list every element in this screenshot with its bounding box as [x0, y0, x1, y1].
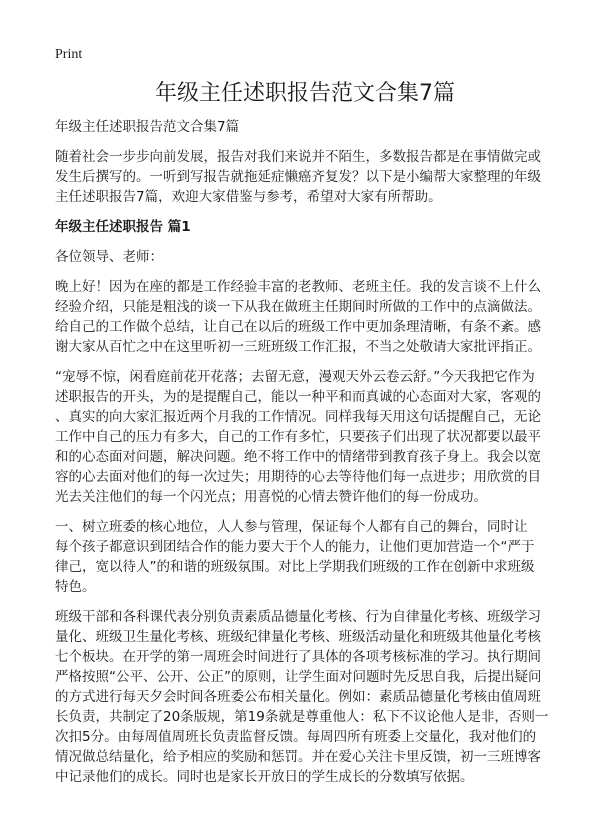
- text-line: 律己，宽以待人”的和谐的班级氛围。对比上学期我们班级的工作在创新中求班级: [55, 559, 535, 575]
- intro-paragraph: [55, 147, 555, 207]
- text-line: 容的心去面对他们的每一次过失；用期待的心去等待他们每一点进步；用欣赏的目: [55, 469, 541, 485]
- text-line: 一、树立班委的核心地位，人人参与管理，保证每个人都有自己的舞台，同时让: [55, 519, 528, 535]
- text-line: 光去关注他们的每一个闪光点；用喜悦的心情去赞许他们的每一份成功。: [55, 489, 487, 505]
- text-line: 给自己的工作做个总结，让自己在以后的班级工作中更加条理清晰，有条不紊。感: [55, 319, 541, 335]
- text-line: 主任述职报告7篇，欢迎大家借鉴与参考，希望对大家有所帮助。: [55, 189, 442, 205]
- section-heading: 年级主任述职报告 篇1: [55, 219, 191, 235]
- text-line: 特色。: [55, 579, 96, 595]
- text-line: 情况做总结量化，给予相应的奖励和惩罚。并在爱心关注卡里反馈，初一三班博客: [55, 749, 541, 765]
- text-line: 、真实的向大家汇报近两个月我的工作情况。同样我每天用这句话提醒自己，无论: [55, 409, 541, 425]
- text-line: 随着社会一步步向前发展，报告对我们来说并不陌生，多数报告都是在事情做完或: [55, 149, 541, 165]
- text-line: 谢大家从百忙之中在这里听初一三班班级工作汇报，不当之处敬请大家批评指正。: [55, 339, 541, 355]
- text-line: 工作中自己的压力有多大，自己的工作有多忙，只要孩子们出现了状况都要以最平: [55, 429, 541, 445]
- paragraph-3: [55, 517, 555, 597]
- text-line: 中记录他们的成长。同时也是家长开放日的学生成长的分数填写依据。: [55, 769, 474, 785]
- print-link[interactable]: Print: [55, 47, 83, 62]
- text-line: 班级干部和各科课代表分别负责素质品德量化考核、行为自律量化考核、班级学习: [55, 609, 541, 625]
- subtitle: 年级主任述职报告范文合集7篇: [55, 119, 240, 135]
- greeting: 各位领导、老师：: [55, 249, 163, 265]
- paragraph-4: [55, 607, 555, 787]
- text-line: 和的心态面对问题，解决问题。绝不将工作中的情绪带到教育孩子身上。我会以宽: [55, 449, 541, 465]
- text-line: “宠辱不惊，闲看庭前花开花落；去留无意，漫观天外云卷云舒。”今天我把它作为: [55, 369, 535, 385]
- text-line: 述职报告的开头，为的是提醒自己，能以一种平和而真诚的心态面对大家，客观的: [55, 389, 541, 405]
- text-line: 的方式进行每天夕会时间各班委公布相关量化。例如：素质品德量化考核由值周班: [55, 689, 541, 705]
- text-line: 每个孩子都意识到团结合作的能力要大于个人的能力，让他们更加营造一个“严于: [55, 539, 535, 555]
- paragraph-2: [55, 367, 555, 507]
- text-line: 发生后撰写的。一听到写报告就拖延症懒癌齐复发？以下是小编帮大家整理的年级: [55, 169, 541, 185]
- text-line: 严格按照“公平、公开、公正”的原则，让学生面对问题时先反思自我，后提出疑问: [55, 669, 542, 685]
- text-line: 晚上好！因为在座的都是工作经验丰富的老教师、老班主任。我的发言谈不上什么: [55, 279, 541, 295]
- page-title: 年级主任述职报告范文合集7篇: [155, 81, 455, 106]
- text-line: 量化、班级卫生量化考核、班级纪律量化考核、班级活动量化和班级其他量化考核: [55, 629, 541, 645]
- paragraph-1: [55, 277, 555, 357]
- text-line: 长负责，共制定了20条版规，第19条就是尊重他人：私下不议论他人是非，否则一: [55, 709, 549, 725]
- text-line: 次扣5分。由每周值周班长负责监督反馈。每周四所有班委上交量化，我对他们的: [55, 729, 537, 745]
- document-page: [55, 45, 555, 797]
- text-line: 经验介绍，只能是粗浅的谈一下从我在做班主任期间时所做的工作中的点滴做法。: [55, 299, 541, 315]
- text-line: 七个板块。在开学的第一周班会时间进行了具体的各项考核标准的学习。执行期间: [55, 649, 541, 665]
